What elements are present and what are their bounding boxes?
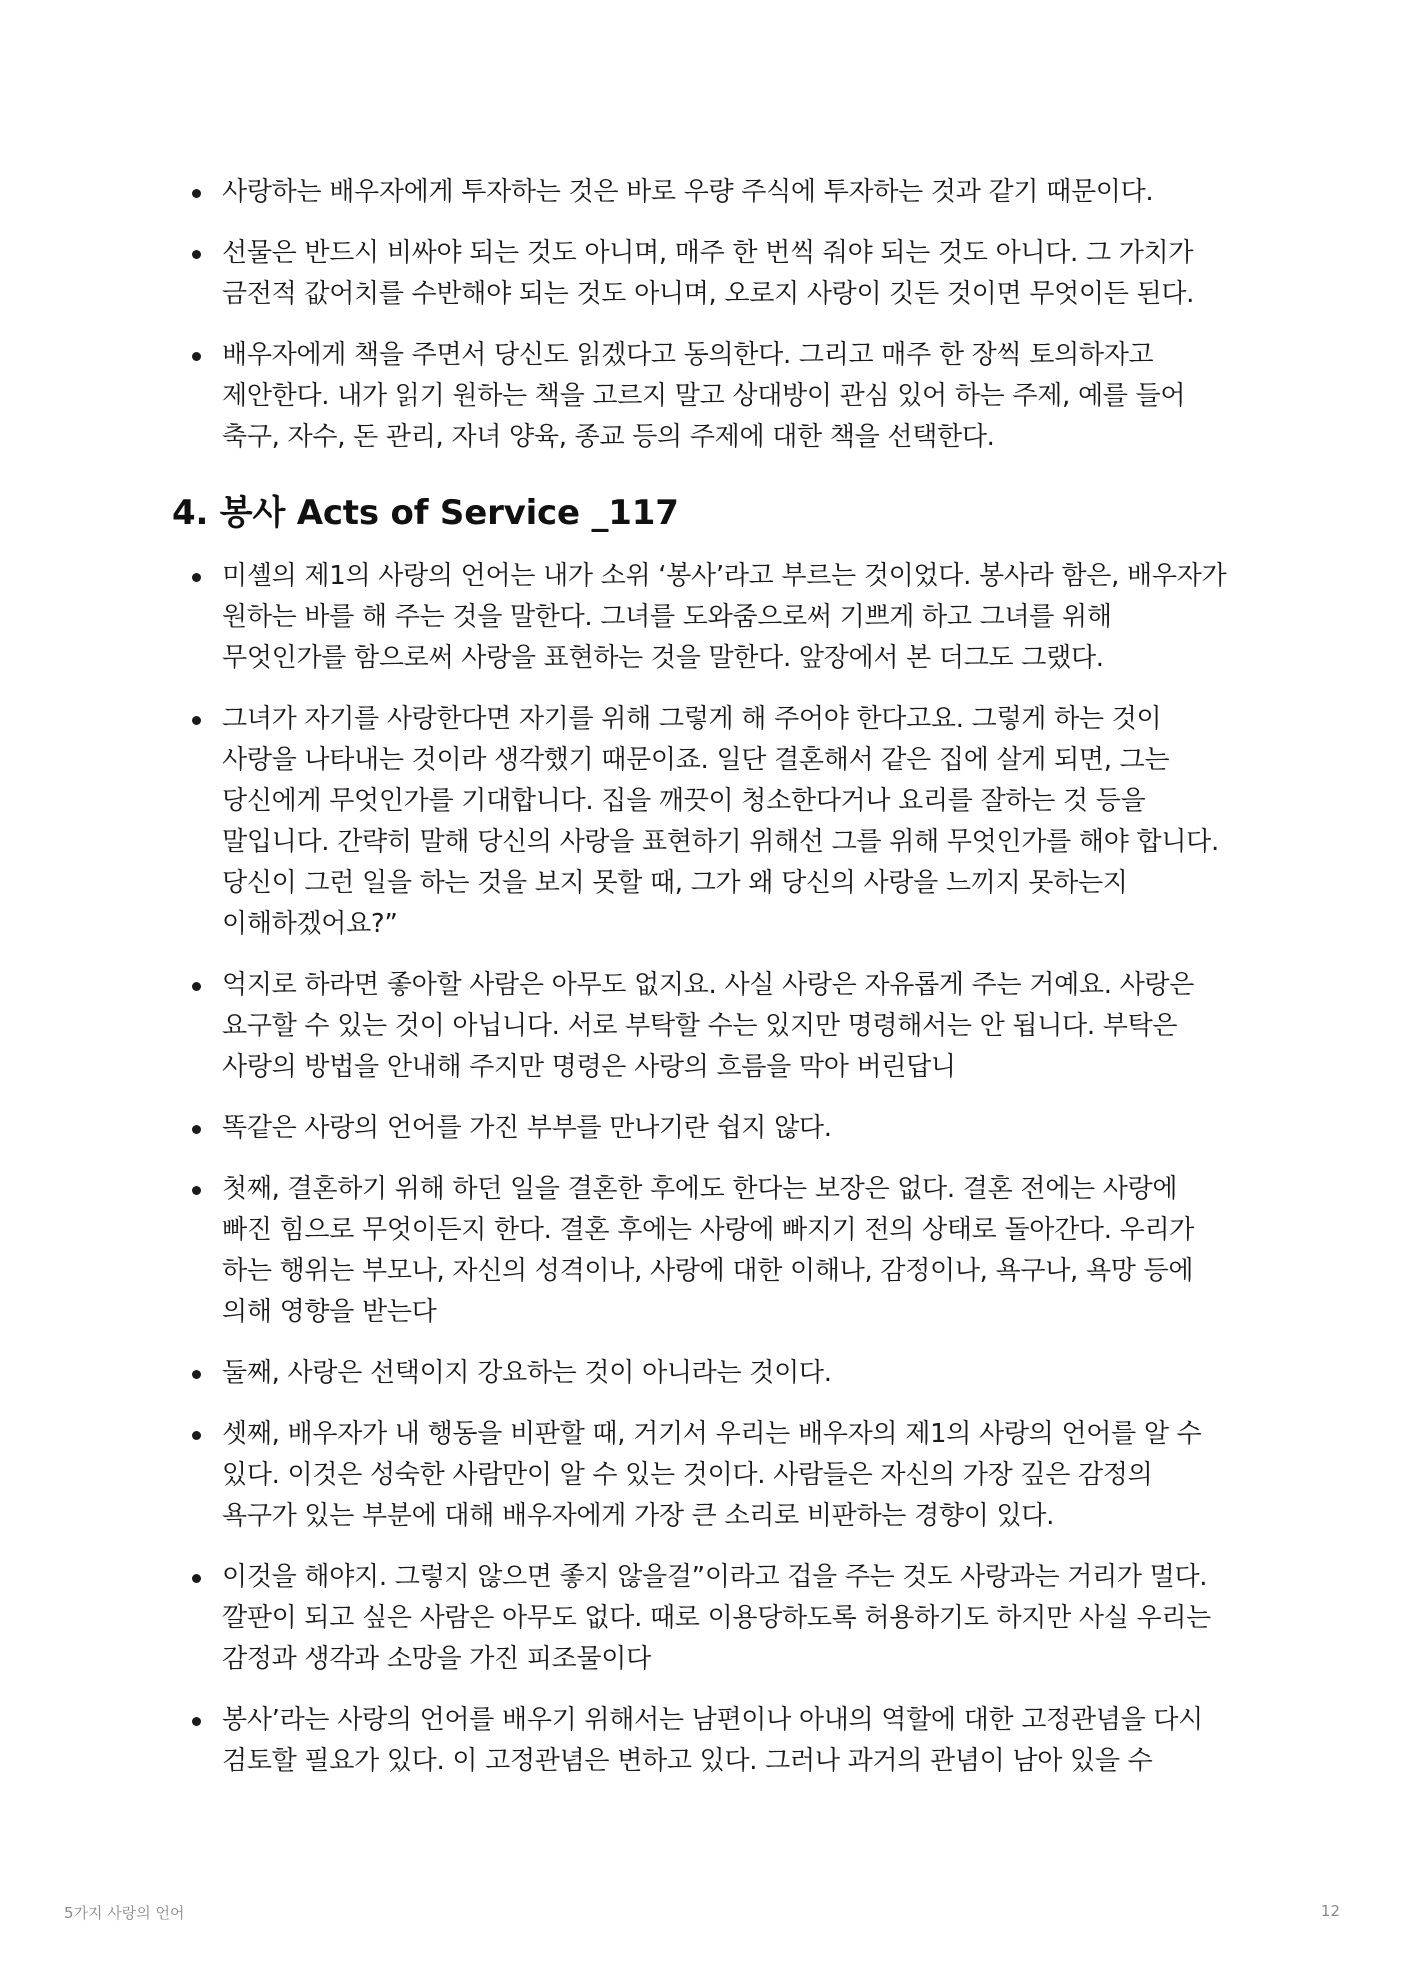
list-item xyxy=(222,556,1232,679)
bullet-dot-icon xyxy=(192,1574,201,1583)
list-item-text: 미셸의 제1의 사랑의 언어는 내가 소위 ‘봉사’라고 부르는 것이었다. 봉사라 함은, 배우자가 원하는 바를 해 주는 것을 말한다. 그녀를 도와줌으로써 기쁘게 하고 그녀를 위해 무엇인가를 함으로써 사랑을 표현하는 것을 말한다. 앞장에서 본 더그도 그랬다. xyxy=(222,561,1227,673)
list-item xyxy=(222,1557,1232,1680)
bullet-dot-icon xyxy=(192,1186,201,1195)
main-bullet-list xyxy=(222,556,1232,1782)
bullet-dot-icon xyxy=(192,1431,201,1440)
bullet-dot-icon xyxy=(192,982,201,991)
list-item-text: 이것을 해야지. 그렇지 않으면 좋지 않을걸”이라고 겁을 주는 것도 사랑과는 거리가 멀다. 깔판이 되고 싶은 사람은 아무도 없다. 때로 이용당하도록 허용하기도 하지만 사실 우리는 감정과 생각과 소망을 가진 피조물이다 xyxy=(222,1562,1211,1674)
intro-bullet-list xyxy=(222,172,1232,458)
bullet-dot-icon xyxy=(192,716,201,725)
list-item-text: 선물은 반드시 비싸야 되는 것도 아니며, 매주 한 번씩 줘야 되는 것도 아니다. 그 가치가 금전적 값어치를 수반해야 되는 것도 아니며, 오로지 사랑이 깃든 것이면 무엇이든 된다. xyxy=(222,238,1195,309)
list-item xyxy=(222,1700,1232,1782)
list-item-text: 똑같은 사랑의 언어를 가진 부부를 만나기란 쉽지 않다. xyxy=(222,1113,832,1143)
list-item-text: 첫째, 결혼하기 위해 하던 일을 결혼한 후에도 한다는 보장은 없다. 결혼 전에는 사랑에 빠진 힘으로 무엇이든지 한다. 결혼 후에는 사랑에 빠지기 전의 상태로 돌아간다. 우리가 하는 행위는 부모나, 자신의 성격이나, 사랑에 대한 이해나, 감정이나, 욕구나, 욕망 등에 의해 영향을 받는다 xyxy=(222,1174,1195,1327)
bullet-dot-icon xyxy=(192,250,201,259)
list-item-text: 둘째, 사랑은 선택이지 강요하는 것이 아니라는 것이다. xyxy=(222,1358,832,1388)
list-item-text: 배우자에게 책을 주면서 당신도 읽겠다고 동의한다. 그리고 매주 한 장씩 토의하자고 제안한다. 내가 읽기 원하는 책을 고르지 말고 상대방이 관심 있어 하는 주제, 예를 들어 축구, 자수, 돈 관리, 자녀 양육, 종교 등의 주제에 대한 책을 선택한다. xyxy=(222,340,1186,452)
bullet-dot-icon xyxy=(192,189,201,198)
list-item xyxy=(222,233,1232,315)
list-item xyxy=(222,1108,1232,1149)
bullet-dot-icon xyxy=(192,1125,201,1134)
bullet-dot-icon xyxy=(192,1717,201,1726)
list-item xyxy=(222,172,1232,213)
list-item-text: 봉사’라는 사랑의 언어를 배우기 위해서는 남편이나 아내의 역할에 대한 고정관념을 다시 검토할 필요가 있다. 이 고정관념은 변하고 있다. 그러나 과거의 관념이 남아 있을 수 xyxy=(222,1705,1203,1776)
bullet-dot-icon xyxy=(192,1370,201,1379)
list-item xyxy=(222,965,1232,1088)
list-item xyxy=(222,699,1232,945)
bullet-dot-icon xyxy=(192,573,201,582)
list-item-text: 사랑하는 배우자에게 투자하는 것은 바로 우량 주식에 투자하는 것과 같기 때문이다. xyxy=(222,177,1154,207)
list-item-text: 그녀가 자기를 사랑한다면 자기를 위해 그렇게 해 주어야 한다고요. 그렇게 하는 것이 사랑을 나타내는 것이라 생각했기 때문이죠. 일단 결혼해서 같은 집에 살게 되면, 그는 당신에게 무엇인가를 기대합니다. 집을 깨끗이 청소한다거나 요리를 잘하는 것 등을 말입니다. 간략히 말해 당신의 사랑을 표현하기 위해선 그를 위해 무엇인가를 해야 합니다. 당신이 그런 일을 하는 것을 보지 못할 때, 그가 왜 당신의 사랑을 느끼지 못하는지 이해하겠어요?” xyxy=(222,704,1219,939)
footer-book-title: 5가지 사랑의 언어 xyxy=(64,1904,185,1922)
section-heading: 4. 봉사 Acts of Service _117 xyxy=(172,493,679,533)
list-item-text: 억지로 하라면 좋아할 사람은 아무도 없지요. 사실 사랑은 자유롭게 주는 거예요. 사랑은 요구할 수 있는 것이 아닙니다. 서로 부탁할 수는 있지만 명령해서는 안 됩니다. 부탁은 사랑의 방법을 안내해 주지만 명령은 사랑의 흐름을 막아 버린답니 xyxy=(222,970,1195,1082)
list-item xyxy=(222,1414,1232,1537)
list-item xyxy=(222,1353,1232,1394)
footer-page-number: 12 xyxy=(1320,1902,1340,1920)
list-item-text: 셋째, 배우자가 내 행동을 비판할 때, 거기서 우리는 배우자의 제1의 사랑의 언어를 알 수 있다. 이것은 성숙한 사람만이 알 수 있는 것이다. 사람들은 자신의 가장 깊은 감정의 욕구가 있는 부분에 대해 배우자에게 가장 큰 소리로 비판하는 경향이 있다. xyxy=(222,1419,1202,1531)
list-item xyxy=(222,335,1232,458)
list-item xyxy=(222,1169,1232,1333)
bullet-dot-icon xyxy=(192,352,201,361)
